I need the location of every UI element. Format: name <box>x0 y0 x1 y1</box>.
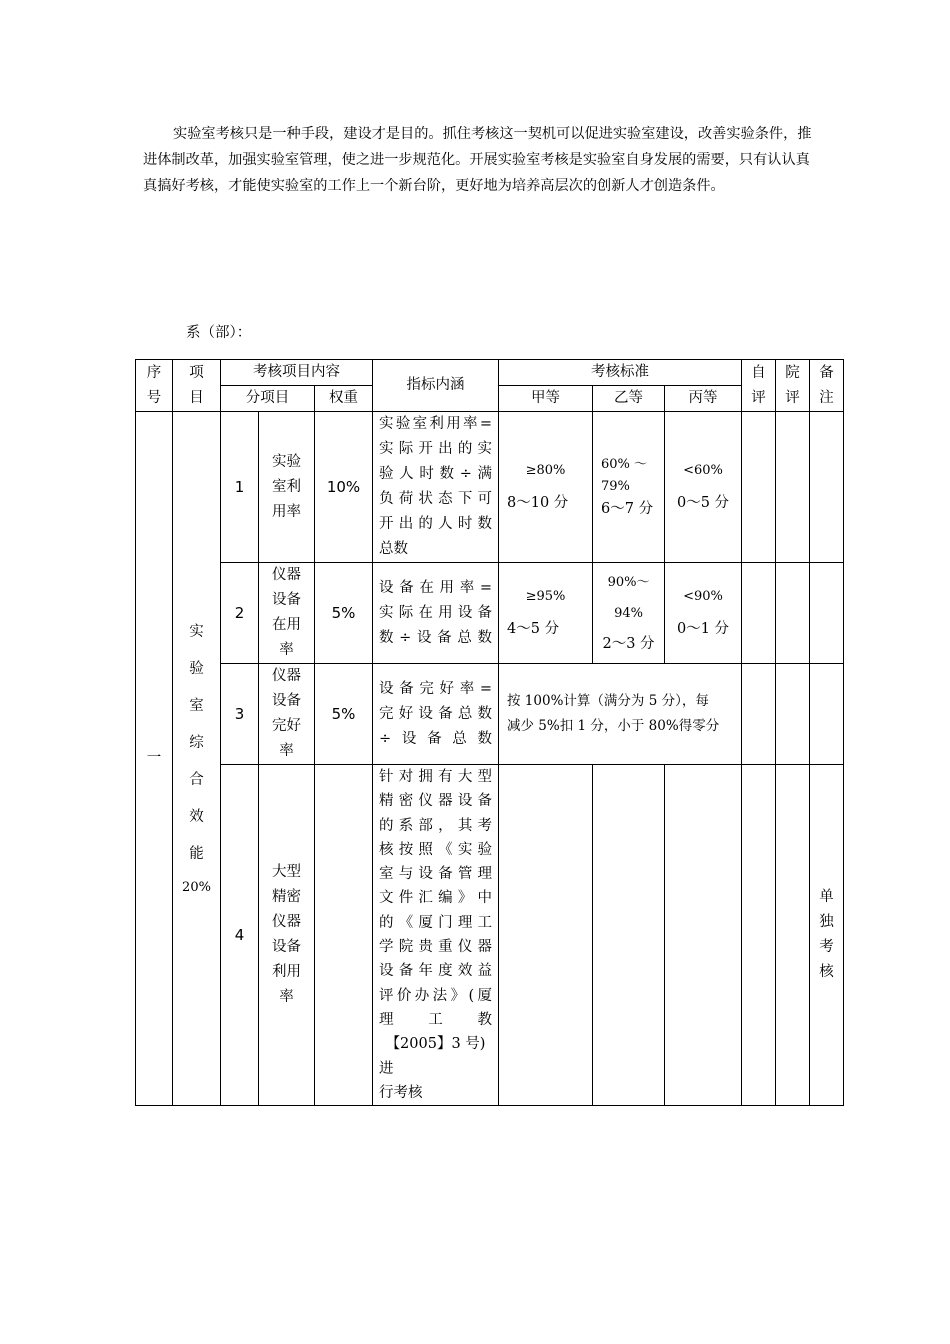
section-seq: 一 <box>136 412 173 1106</box>
row-2-grade-a: ≥95% 4～5 分 <box>499 563 593 664</box>
row-4-grade-a <box>499 765 593 1106</box>
row-2-college-eval[interactable] <box>776 563 810 664</box>
row-4-weight <box>315 765 373 1106</box>
row-4-num: 4 <box>221 765 259 1106</box>
row-4-name: 大型 精密 仪器 设备 利用 率 <box>259 765 315 1106</box>
row-1-remarks <box>810 412 844 563</box>
row-1-grade-c: <60% 0～5 分 <box>665 412 742 563</box>
header-grade-a: 甲等 <box>499 386 593 412</box>
row-4-self-eval[interactable] <box>742 765 776 1106</box>
row-3-name: 仪器 设备 完好 率 <box>259 664 315 765</box>
department-label: 系（部）： <box>186 325 252 341</box>
row-1-indicator: 实验室利用率= 实际开出的实 验人时数÷满 负荷状态下可 开出的人时数 总数 <box>373 412 499 563</box>
header-self-eval: 自 评 <box>742 360 776 412</box>
row-1-grade-b: 60% ～ 79% 6～7 分 <box>593 412 665 563</box>
row-2-grade-c: <90% 0～1 分 <box>665 563 742 664</box>
row-4-remarks: 单 独 考 核 <box>810 765 844 1106</box>
row-1-grade-a: ≥80% 8～10 分 <box>499 412 593 563</box>
row-3-remarks <box>810 664 844 765</box>
header-college-eval: 院 评 <box>776 360 810 412</box>
header-project: 项 目 <box>173 360 221 412</box>
row-2-self-eval[interactable] <box>742 563 776 664</box>
row-3-college-eval[interactable] <box>776 664 810 765</box>
evaluation-table <box>135 359 844 1106</box>
row-2-remarks <box>810 563 844 664</box>
row-2-name: 仪器 设备 在用 率 <box>259 563 315 664</box>
row-4-indicator: 针对拥有大型 精密仪器设备 的系部，其考 核按照《实验 室与设备管理 文件汇编》中 的《厦门理工 学院贵重仪器 设备年度效益 评价办法》(厦 理 工 教 【2005】3 号)进 行考核 <box>373 765 499 1106</box>
header-sub-item: 分项目 <box>221 386 315 412</box>
header-content-group: 考核项目内容 <box>221 360 373 386</box>
row-2-weight: 5% <box>315 563 373 664</box>
row-1-self-eval[interactable] <box>742 412 776 563</box>
row-3-grade-merged: 按 100%计算（满分为 5 分），每 减少 5%扣 1 分，小于 80%得零分 <box>499 664 742 765</box>
header-remarks: 备 注 <box>810 360 844 412</box>
row-2-indicator: 设备在用率= 实际在用设备 数÷设备总数 <box>373 563 499 664</box>
header-indicator: 指标内涵 <box>373 360 499 412</box>
header-standard-group: 考核标准 <box>499 360 742 386</box>
row-4-grade-b <box>593 765 665 1106</box>
row-4-grade-c <box>665 765 742 1106</box>
section-project: 实 验 室 综 合 效 能 20% <box>173 412 221 1106</box>
row-2-num: 2 <box>221 563 259 664</box>
header-seq: 序 号 <box>136 360 173 412</box>
row-1-name: 实验 室利 用率 <box>259 412 315 563</box>
row-3-self-eval[interactable] <box>742 664 776 765</box>
row-3-num: 3 <box>221 664 259 765</box>
row-1-college-eval[interactable] <box>776 412 810 563</box>
row-3-weight: 5% <box>315 664 373 765</box>
row-3-indicator: 设备完好率= 完好设备总数 ÷设备总数 <box>373 664 499 765</box>
row-1-num: 1 <box>221 412 259 563</box>
header-weight: 权重 <box>315 386 373 412</box>
row-2-grade-b: 90%～ 94% 2～3 分 <box>593 563 665 664</box>
row-4-college-eval[interactable] <box>776 765 810 1106</box>
row-1-weight: 10% <box>315 412 373 563</box>
header-grade-b: 乙等 <box>593 386 665 412</box>
header-grade-c: 丙等 <box>665 386 742 412</box>
intro-paragraph: 实验室考核只是一种手段，建设才是目的。抓住考核这一契机可以促进实验室建设，改善实验条件，推进体制改革，加强实验室管理，使之进一步规范化。开展实验室考核是实验室自身发展的需要，只有认认真真搞好考核，才能使实验室的工作上一个新台阶，更好地为培养高层次的创新人才创造条件。 <box>143 126 812 194</box>
